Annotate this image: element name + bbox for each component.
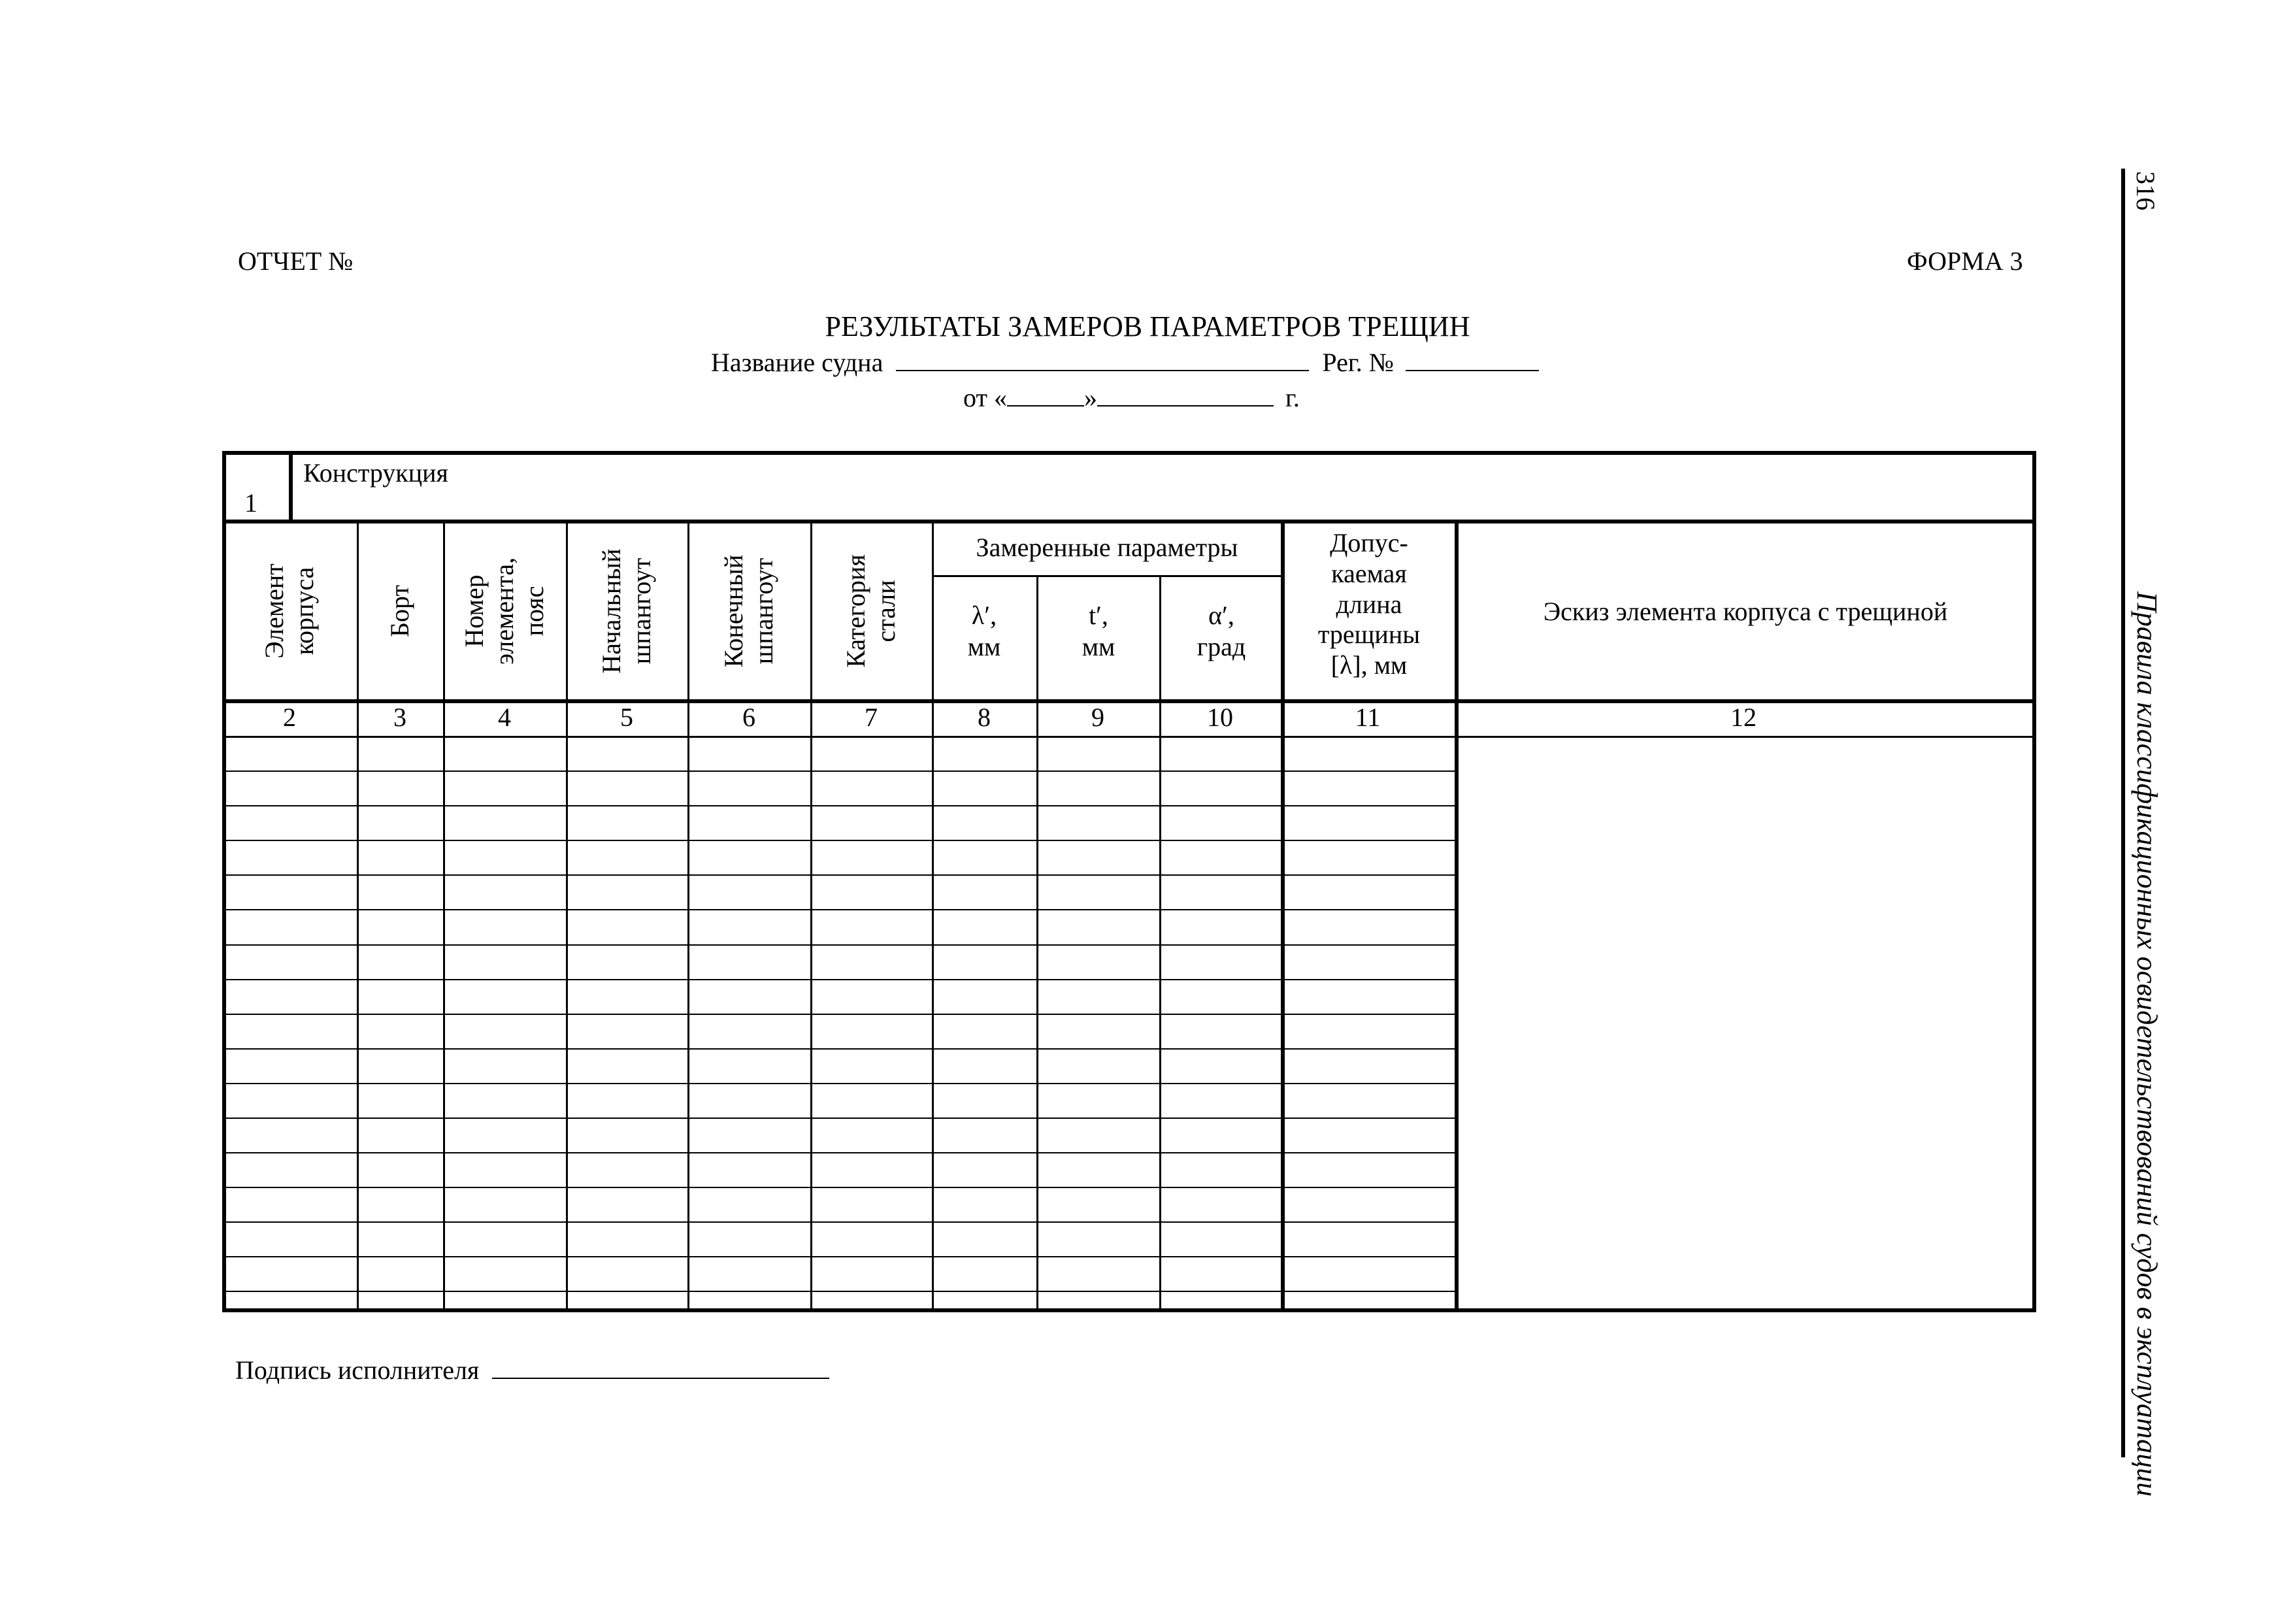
measured-subheader-line — [932, 575, 1283, 577]
header-sketch: Эскиз элемента корпуса с трещиной — [1543, 597, 1948, 626]
reg-label: Рег. № — [1322, 348, 1394, 377]
ship-name-row — [711, 348, 1539, 376]
date-quote: » — [1083, 383, 1097, 412]
column-number-7: 7 — [865, 703, 878, 732]
header-hull-element: Элемент корпуса — [259, 563, 319, 659]
date-day-field[interactable] — [1007, 383, 1084, 406]
date-from-label: от « — [963, 383, 1007, 412]
column-number-8: 8 — [978, 703, 991, 732]
table-row — [222, 805, 1457, 806]
column-number-10: 10 — [1207, 703, 1233, 732]
table-row — [222, 1221, 1457, 1223]
cracks-table — [222, 451, 2036, 1312]
report-label: ОТЧЕТ № — [238, 246, 354, 276]
document-title: РЕЗУЛЬТАТЫ ЗАМЕРОВ ПАРАМЕТРОВ ТРЕЩИН — [825, 310, 1470, 342]
table-row — [222, 944, 1457, 946]
side-rule — [2121, 169, 2125, 1457]
table-border-right — [2032, 451, 2036, 1312]
column-number-3: 3 — [393, 703, 406, 732]
header-measured-params: Замеренные параметры — [976, 533, 1238, 562]
ship-name-field[interactable] — [896, 348, 1309, 371]
header-alpha: α′, град — [1197, 601, 1246, 661]
column-number-2: 2 — [283, 703, 296, 732]
table-row — [222, 1152, 1457, 1153]
signature-field[interactable] — [492, 1355, 829, 1379]
date-year-label: г. — [1285, 383, 1300, 412]
table-row — [222, 840, 1457, 841]
header-side: Борт — [385, 585, 414, 637]
header-start-frame: Начальный шпангоут — [597, 548, 656, 674]
table-row — [222, 1083, 1457, 1084]
table-row — [222, 1014, 1457, 1015]
table-row — [222, 1187, 1457, 1188]
table-row — [222, 909, 1457, 910]
column-number-12: 12 — [1730, 703, 1757, 732]
column-number-5: 5 — [620, 703, 633, 732]
header-steel-category: Категория стали — [841, 554, 900, 668]
number-row-bottom — [222, 736, 2036, 738]
header-t: t′, мм — [1081, 601, 1115, 661]
column-number-6: 6 — [742, 703, 755, 732]
col-divider-thick — [1455, 522, 1459, 1312]
date-month-field[interactable] — [1097, 383, 1274, 406]
table-row — [222, 1118, 1457, 1119]
header-lambda: λ′, мм — [967, 601, 1001, 661]
form-label: ФОРМА 3 — [1907, 246, 2023, 276]
ship-name-label: Название судна — [711, 348, 883, 377]
column-number-9: 9 — [1091, 703, 1104, 732]
table-border-bottom — [222, 1308, 2036, 1312]
table-row — [222, 1291, 1457, 1292]
date-row — [963, 383, 1300, 411]
signature-label: Подпись исполнителя — [235, 1355, 480, 1385]
running-title: Правила классификационных освидетельствований судов в эксплуатации — [2131, 591, 2163, 1497]
table-border-top — [222, 451, 2036, 455]
header-end-frame: Конечный шпангоут — [719, 554, 778, 668]
column-number-11: 11 — [1355, 703, 1381, 732]
header-element-number: Номер элемента, пояс — [459, 557, 549, 665]
page-number: 316 — [2131, 171, 2160, 210]
construction-label: Конструкция — [303, 458, 448, 488]
table-row — [222, 1048, 1457, 1050]
table-row — [222, 771, 1457, 772]
column-number-4: 4 — [498, 703, 511, 732]
row1-divider — [289, 451, 293, 522]
table-row — [222, 874, 1457, 876]
table-row — [222, 1256, 1457, 1257]
reg-number-field[interactable] — [1406, 348, 1539, 371]
signature-row — [235, 1355, 829, 1384]
table-row — [222, 979, 1457, 980]
row1-number: 1 — [244, 488, 257, 518]
header-allowable-length: Допус- каемая длина трещины [λ], мм — [1317, 528, 1421, 680]
